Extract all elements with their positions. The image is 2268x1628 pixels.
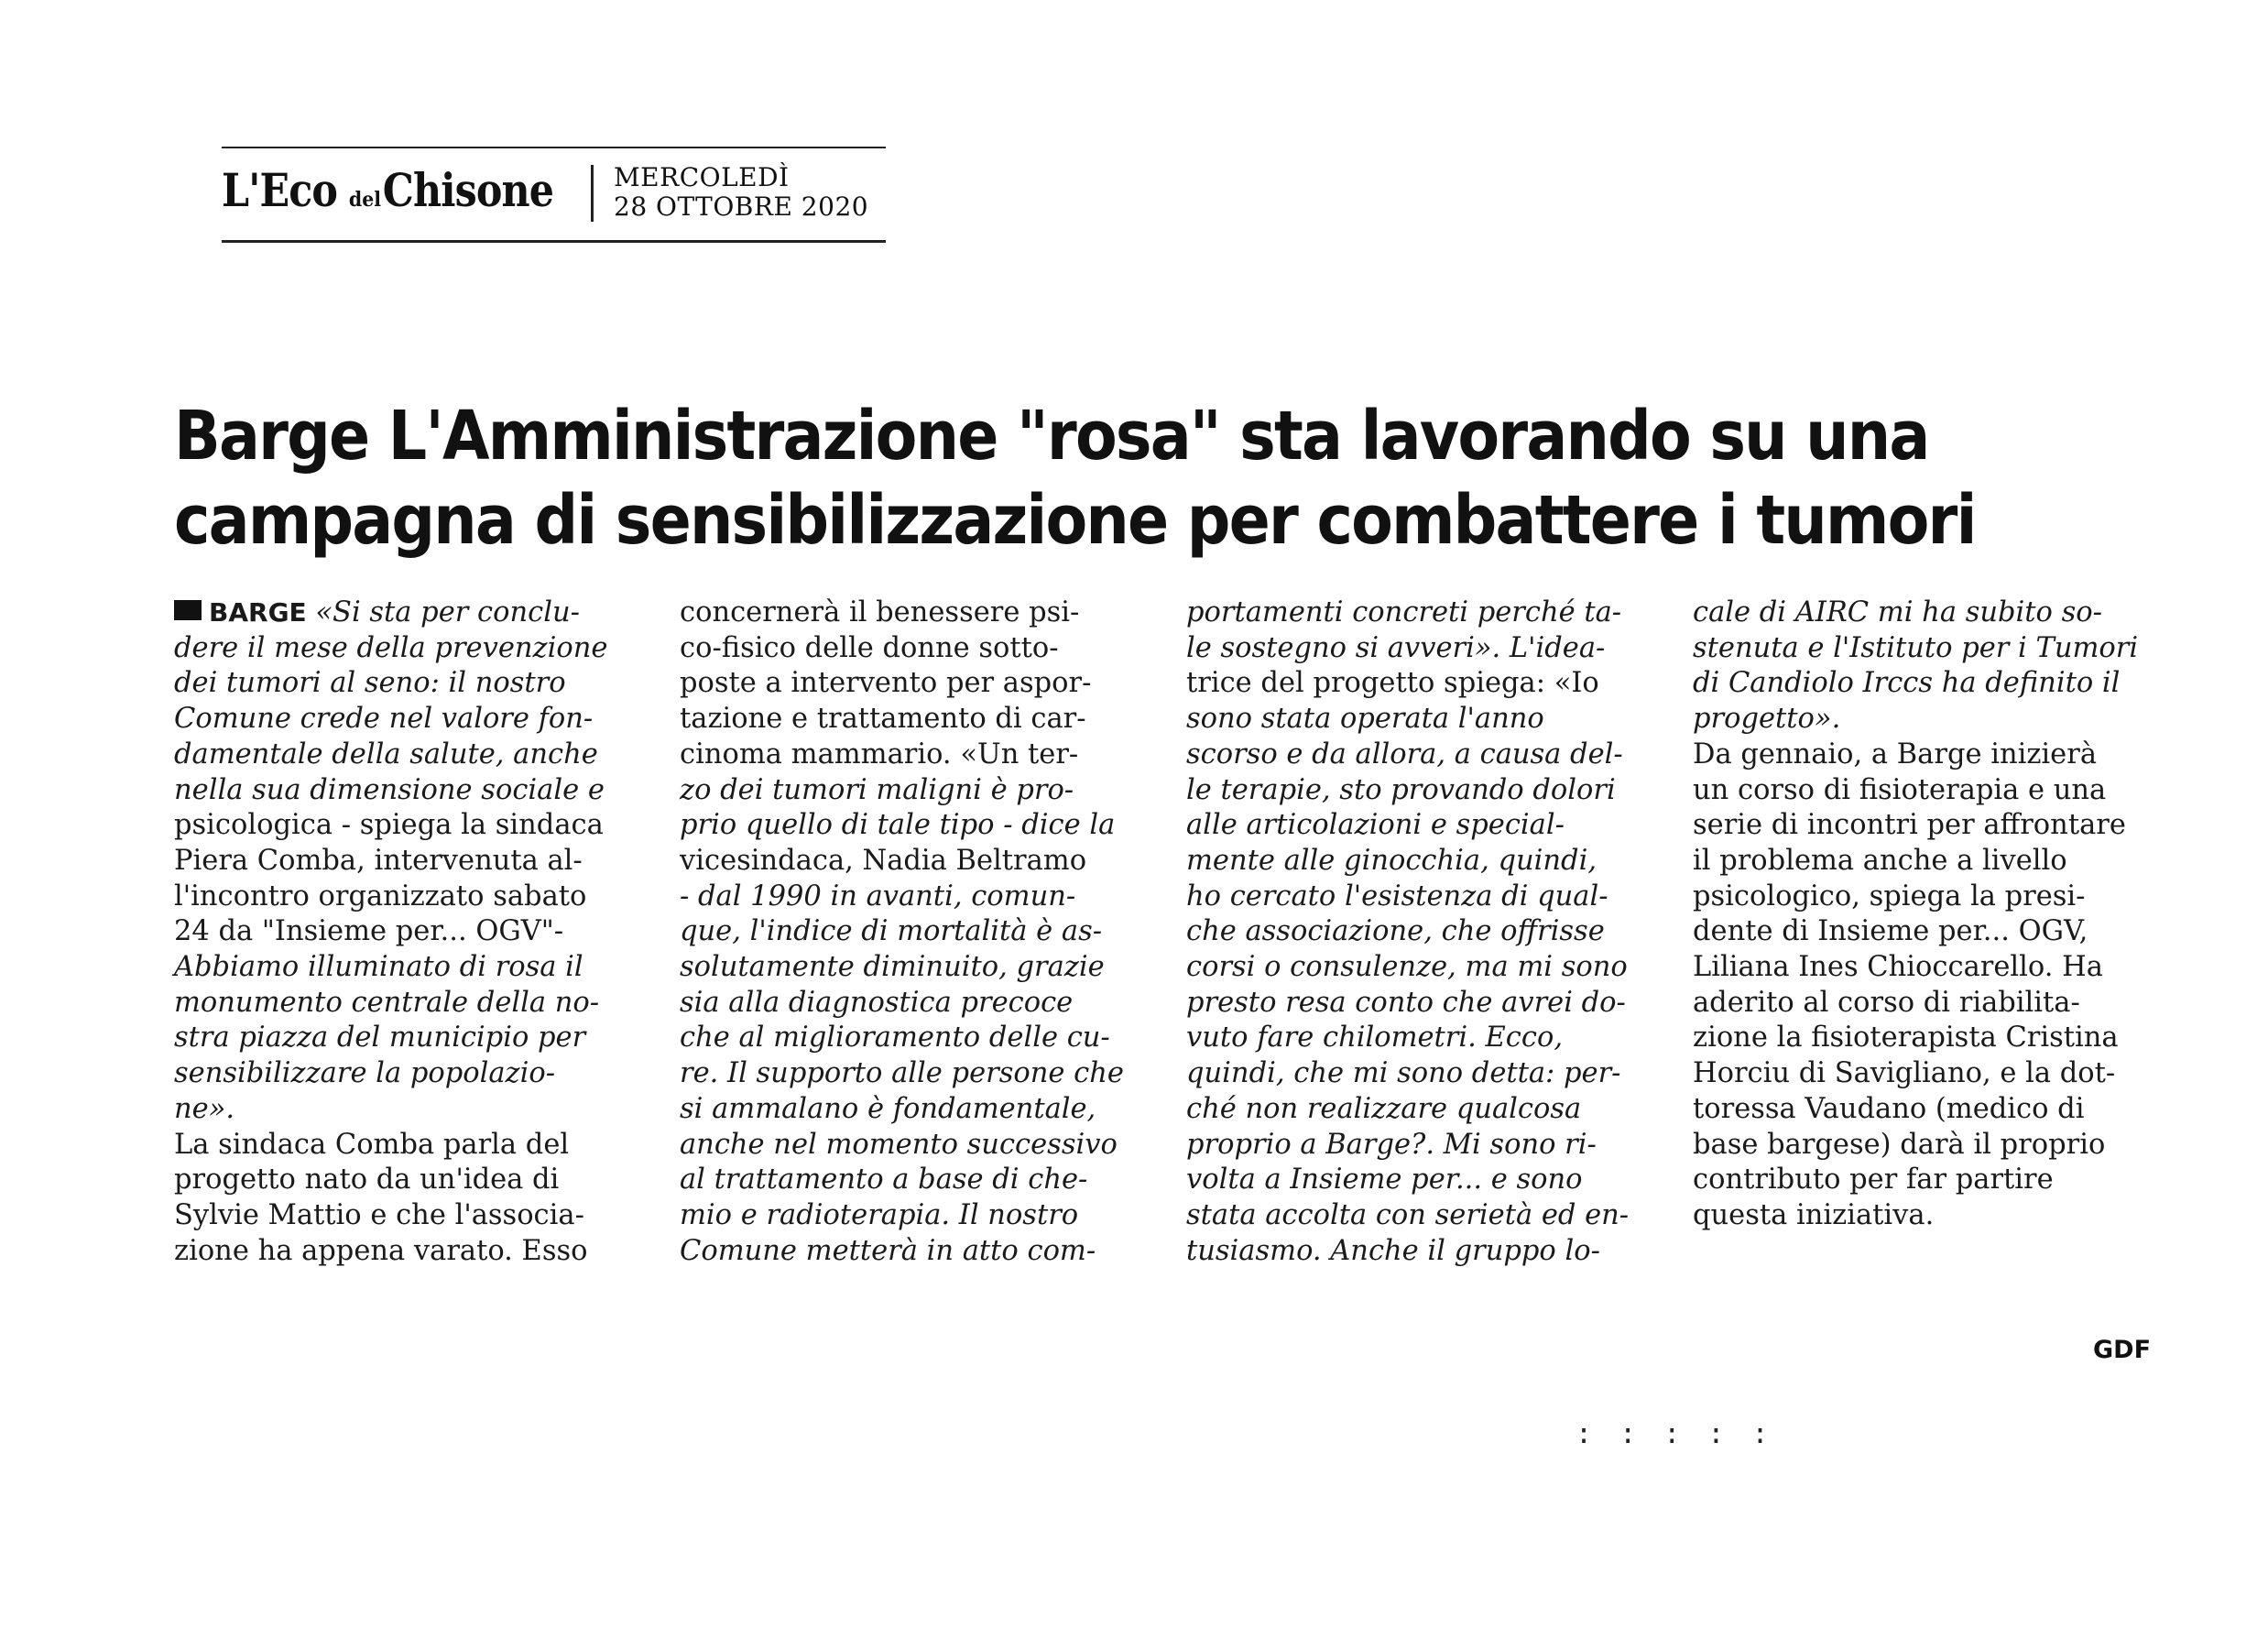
column-line: stata accolta con serietà ed en- [1186,1198,1630,1231]
column-line: solutamente diminuito, grazie [680,951,1105,984]
column-line: un corso di fisioterapia e una [1693,773,2107,806]
column-line: que, l'indice di mortalità è as- [680,915,1103,948]
column-line: alle articolazioni e special- [1186,809,1565,842]
column-line: l'incontro organizzato sabato [174,880,587,912]
column-line: presto resa conto che avrei do- [1186,986,1626,1019]
column-line: stra piazza del municipio per [174,1022,586,1054]
column-line: Liliana Ines Chioccarello. Ha [1693,951,2103,984]
column-line: cinoma mammario. «Un ter- [680,738,1079,770]
column-line: ne». [174,1092,235,1125]
column-line: psicologico, spiega la presi- [1693,880,2086,912]
column-line: La sindaca Comba parla del [174,1128,570,1161]
column-line: le terapie, sto provando dolori [1186,773,1616,806]
article-column-4 [1693,595,2155,1234]
logo-eco: L'Eco [222,163,338,217]
column-line: tazione e trattamento di car- [680,703,1086,736]
column-line: anche nel momento successivo [680,1128,1118,1161]
column-line: al trattamento a base di che- [680,1164,1088,1196]
column-line-text: «Si sta per conclu- [315,596,580,628]
column-line: Comune metterà in atto com- [680,1234,1096,1267]
column-line: Abbiamo illuminato di rosa il [174,951,583,984]
column-line: che associazione, che offrisse [1186,915,1605,948]
article-column-2 [680,595,1142,1269]
column-line: sono stata operata l'anno [1186,703,1544,736]
headline-line-1: Barge L'Amministrazione "rosa" sta lavorando su una [174,397,1929,475]
logo-del: del [348,188,382,212]
dateline-day: MERCOLEDÌ [614,162,790,192]
kicker-square-icon [174,600,202,620]
column-line [174,595,637,631]
author-signature: GDF [2093,1336,2152,1364]
column-line: corsi o consulenze, ma mi sono [1186,951,1628,984]
column-line: co-fisico delle donne sotto- [680,631,1059,664]
column-line: dere il mese della prevenzione [174,631,608,664]
column-line: Da gennaio, a Barge inizierà [1693,738,2097,770]
dateline-date: 28 OTTOBRE 2020 [614,191,869,222]
column-line: toressa Vaudano (medico di [1693,1092,2085,1125]
column-line: zione ha appena varato. Esso [174,1234,588,1267]
column-line: mio e radioterapia. Il nostro [680,1198,1079,1231]
column-line: poste a intervento per aspor- [680,667,1092,700]
column-line: il problema anche a livello [1693,844,2067,877]
column-line: Horciu di Savigliano, e la dot- [1693,1057,2116,1090]
column-line: serie di incontri per affrontare [1693,809,2126,842]
column-line: dente di Insieme per... OGV, [1693,915,2088,948]
column-line: che al miglioramento delle cu- [680,1022,1110,1054]
column-line: zo dei tumori maligni è pro- [680,773,1074,806]
column-line: progetto». [1693,703,1841,736]
column-line: zione la fisioterapista Cristina [1693,1022,2119,1054]
column-line: dei tumori al seno: il nostro [174,667,566,700]
column-line: base bargese) darà il proprio [1693,1128,2106,1161]
column-line: ché non realizzare qualcosa [1186,1092,1582,1125]
column-line: re. Il supporto alle persone che [680,1057,1124,1090]
headline-line-2: campagna di sensibilizzazione per combattere i tumori [174,481,1976,560]
column-line: scorso e da allora, a causa del- [1186,738,1623,770]
column-line: Comune crede nel valore fon- [174,703,594,736]
article-kicker: BARGE [209,597,307,628]
column-line: sensibilizzare la popolazio- [174,1057,556,1090]
column-line: prio quello di tale tipo - dice la [680,809,1116,842]
column-line: questa iniziativa. [1693,1198,1935,1231]
article-headline [174,394,2143,563]
column-line: portamenti concreti perché ta- [1186,596,1622,628]
masthead-bottom-rule [222,240,886,243]
column-line: ho cercato l'esistenza di qual- [1186,880,1608,912]
column-line: aderito al corso di riabilita- [1693,986,2080,1019]
column-line: si ammalano è fondamentale, [680,1092,1096,1125]
article-column-3 [1186,595,1649,1269]
masthead-divider [591,165,594,222]
column-line: 24 da "Insieme per... OGV"- [174,915,564,948]
column-line: Piera Comba, intervenuta al- [174,844,583,877]
column-line: vuto fare chilometri. Ecco, [1186,1022,1564,1054]
masthead-top-rule [222,147,886,148]
column-line: progetto nato da un'idea di [174,1164,560,1196]
column-line: le sostegno si avveri». L'idea- [1186,631,1606,664]
column-line: nella sua dimensione sociale e [174,773,605,806]
article-column-1 [174,595,637,1269]
column-line: contributo per far partire [1693,1164,2054,1196]
column-line: stenuta e l'Istituto per i Tumori [1693,631,2139,664]
column-line: tusiasmo. Anche il gruppo lo- [1186,1234,1600,1267]
column-line: vicesindaca, Nadia Beltramo [680,844,1087,877]
column-line: monumento centrale della no- [174,986,600,1019]
footer-dots: : : : : : [1576,1418,1774,1450]
column-line: quindi, che mi sono detta: per- [1186,1057,1621,1090]
column-line: proprio a Barge?. Mi sono ri- [1186,1128,1597,1161]
column-line: psicologica - spiega la sindaca [174,809,604,842]
column-line: sia alla diagnostica precoce [680,986,1074,1019]
column-line: concernerà il benessere psi- [680,596,1080,628]
newspaper-logo [222,163,588,227]
logo-chisone: Chisone [382,163,554,217]
column-line: - dal 1990 in avanti, comun- [680,880,1076,912]
column-line: damentale della salute, anche [174,738,598,770]
column-line: cale di AIRC mi ha subito so- [1693,596,2102,628]
column-line: di Candiolo Irccs ha definito il [1693,667,2121,700]
dateline [614,163,868,222]
column-line: volta a Insieme per... e sono [1186,1164,1583,1196]
column-line: mente alle ginocchia, quindi, [1186,844,1597,877]
column-line: Sylvie Mattio e che l'associa- [174,1198,584,1231]
column-line: trice del progetto spiega: «Io [1186,667,1599,700]
